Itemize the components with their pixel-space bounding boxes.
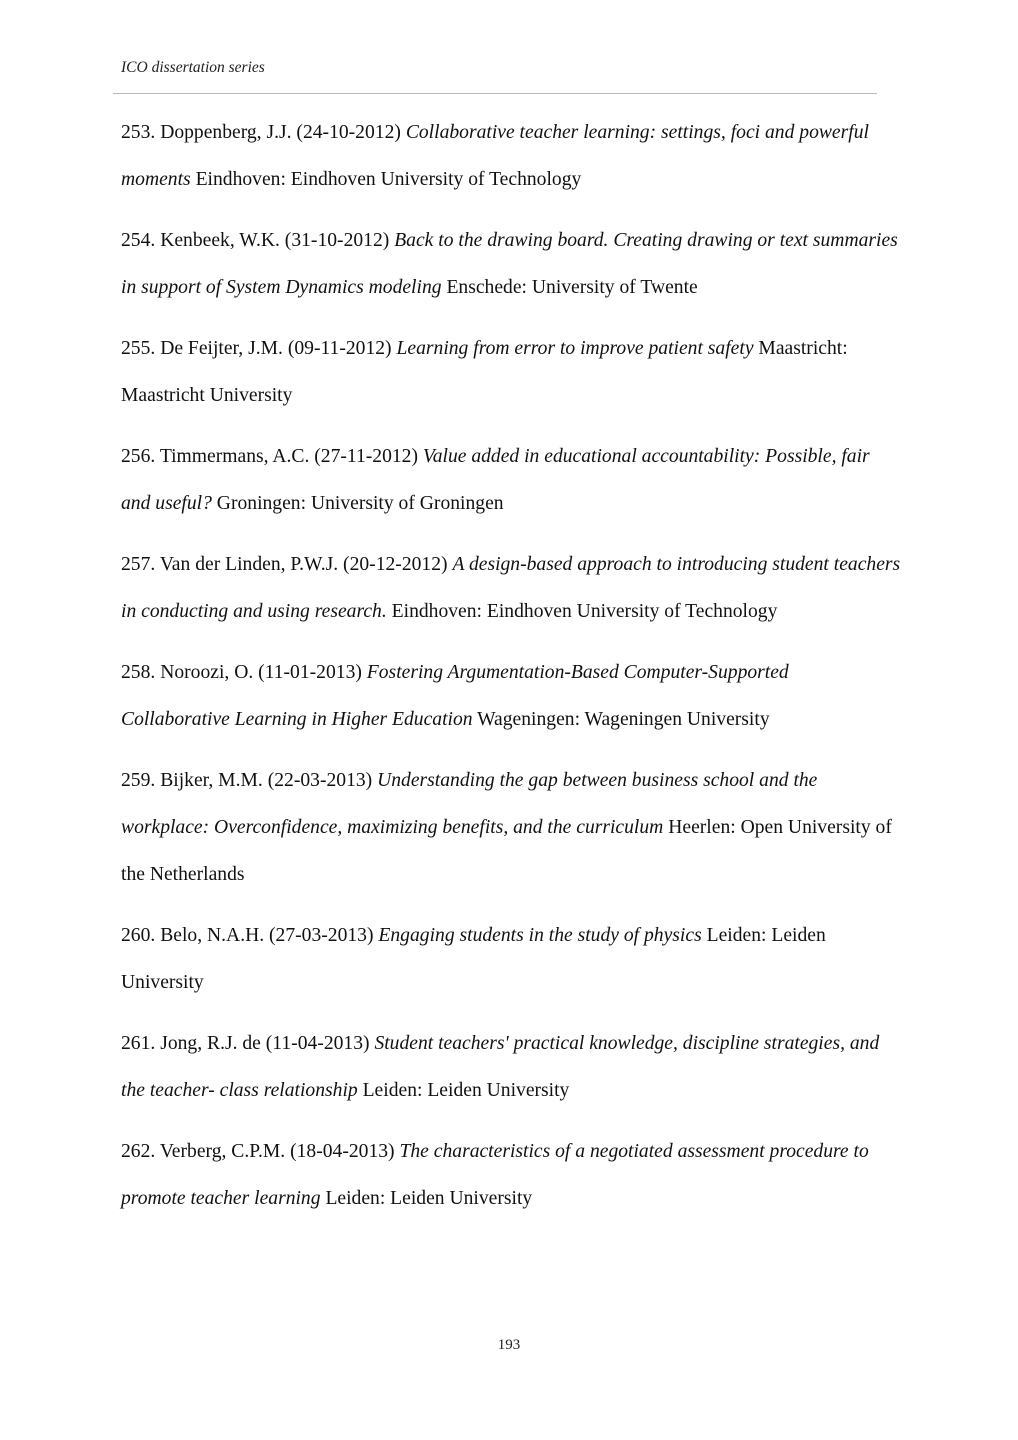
list-item [121, 1128, 901, 1222]
entry-publisher: Heerlen: Open University of the Netherlands [121, 817, 892, 885]
list-item [121, 1020, 901, 1114]
entry-lead: 262. Verberg, C.P.M. (18-04-2013) [121, 1141, 395, 1162]
entry-lead: 255. De Feijter, J.M. (09-11-2012) [121, 338, 392, 359]
entry-lead: 258. Noroozi, O. (11-01-2013) [121, 662, 362, 683]
header-rule [113, 93, 877, 94]
entry-publisher: Enschede: University of Twente [446, 277, 698, 298]
entry-publisher: Wageningen: Wageningen University [477, 709, 770, 730]
entry-title: Student teachers' practical knowledge, discipline strategies, and the teacher- class relationship [121, 1033, 880, 1101]
entry-title: Understanding the gap between business school and the workplace: Overconfidence, maximizing benefits, and the curriculum [121, 770, 818, 838]
entry-title: Learning from error to improve patient safety [396, 338, 754, 359]
entry-publisher: Leiden: Leiden University [362, 1080, 570, 1101]
list-item [121, 757, 901, 898]
entry-title: Collaborative teacher learning: settings, foci and powerful moments [121, 122, 869, 190]
entry-publisher: Eindhoven: Eindhoven University of Technology [195, 169, 582, 190]
list-item [121, 912, 901, 1006]
list-item [121, 217, 901, 311]
entry-publisher: Maastricht: Maastricht University [121, 338, 848, 406]
list-item [121, 541, 901, 635]
entry-lead: 259. Bijker, M.M. (22-03-2013) [121, 770, 373, 791]
list-item [121, 109, 901, 203]
list-item [121, 649, 901, 743]
entry-publisher: Leiden: Leiden University [121, 925, 826, 993]
entry-lead: 253. Doppenberg, J.J. (24-10-2012) [121, 122, 401, 143]
entry-lead: 260. Belo, N.A.H. (27-03-2013) [121, 925, 374, 946]
entry-publisher: Eindhoven: Eindhoven University of Technology [391, 601, 778, 622]
entry-publisher: Groningen: University of Groningen [216, 493, 504, 514]
entry-publisher: Leiden: Leiden University [325, 1188, 533, 1209]
list-item [121, 325, 901, 419]
entry-lead: 256. Timmermans, A.C. (27-11-2012) [121, 446, 418, 467]
entry-title: Fostering Argumentation-Based Computer-Supported Collaborative Learning in Higher Education [121, 662, 789, 730]
entry-lead: 261. Jong, R.J. de (11-04-2013) [121, 1033, 370, 1054]
running-header: ICO dissertation series [121, 59, 265, 76]
entry-title: A design-based approach to introducing student teachers in conducting and using research. [121, 554, 901, 622]
list-item [121, 433, 901, 527]
entry-title: Engaging students in the study of physics [378, 925, 702, 946]
entry-title: Back to the drawing board. Creating drawing or text summaries in support of System Dynamics modeling [121, 230, 898, 298]
dissertation-list [121, 109, 901, 1236]
entry-title: The characteristics of a negotiated assessment procedure to promote teacher learning [121, 1141, 869, 1209]
entry-lead: 257. Van der Linden, P.W.J. (20-12-2012) [121, 554, 448, 575]
entry-lead: 254. Kenbeek, W.K. (31-10-2012) [121, 230, 390, 251]
entry-title: Value added in educational accountability: Possible, fair and useful? [121, 446, 870, 514]
page-number: 193 [497, 1337, 521, 1353]
